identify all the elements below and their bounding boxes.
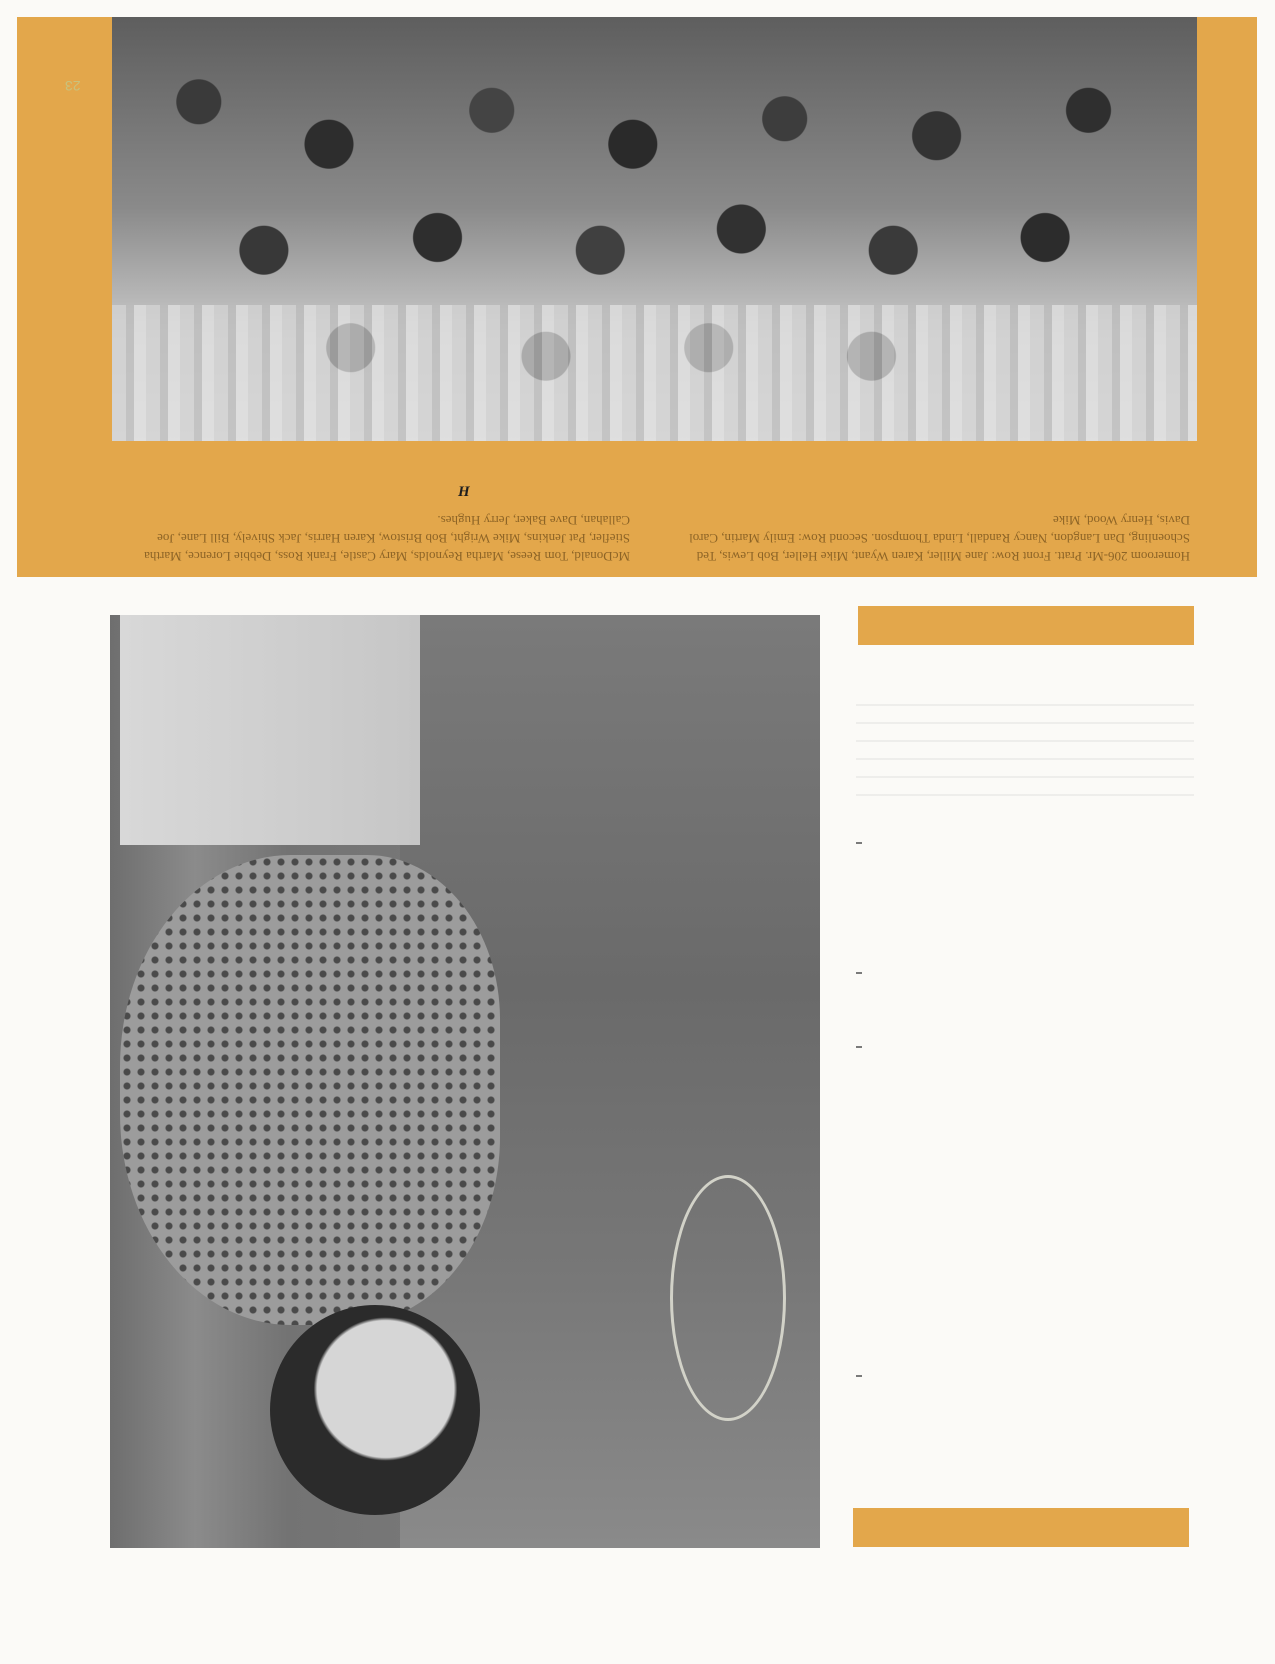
side-bar-bottom <box>853 1508 1189 1547</box>
figure-patterned-shirt <box>120 855 500 1325</box>
page-number: 23 <box>65 78 81 94</box>
margin-tick <box>856 1375 862 1377</box>
margin-tick <box>856 842 862 844</box>
caption-left: McDonald, Tom Reese, Martha Reynolds, Mary Castle, Frank Ross, Debbie Lorence, Martha Stiefler, Pat Jenkins, Mike Wright, Bob Bristow, Karen Harris, Jack Shively, Bill Lane, Joe Callahan, Dave Baker, Jerry Hughes. <box>144 513 630 564</box>
side-bar-top <box>858 606 1194 645</box>
class-group-photo <box>112 17 1197 441</box>
curtain-backdrop <box>112 305 1197 441</box>
figure-head <box>270 1305 480 1515</box>
teacher-chalkboard-photo <box>110 615 820 1548</box>
faint-bleedthrough-text <box>856 688 1194 808</box>
margin-tick <box>856 1046 862 1048</box>
margin-tick <box>856 972 862 974</box>
caption-marker: H <box>458 484 470 500</box>
figure-trousers <box>120 615 420 845</box>
caption-right: Homeroom 206-Mr. Pratt. Front Row: Jane Miller, Karen Wyant, Mike Heller, Bob Lewis, Ted Schoenling, Dan Langdon, Nancy Randall, Linda Thompson. Second Row: Emily Martin, Carol Davis, Henry Wood, Mike <box>689 513 1190 564</box>
chalk-cone-drawing <box>670 1175 786 1421</box>
